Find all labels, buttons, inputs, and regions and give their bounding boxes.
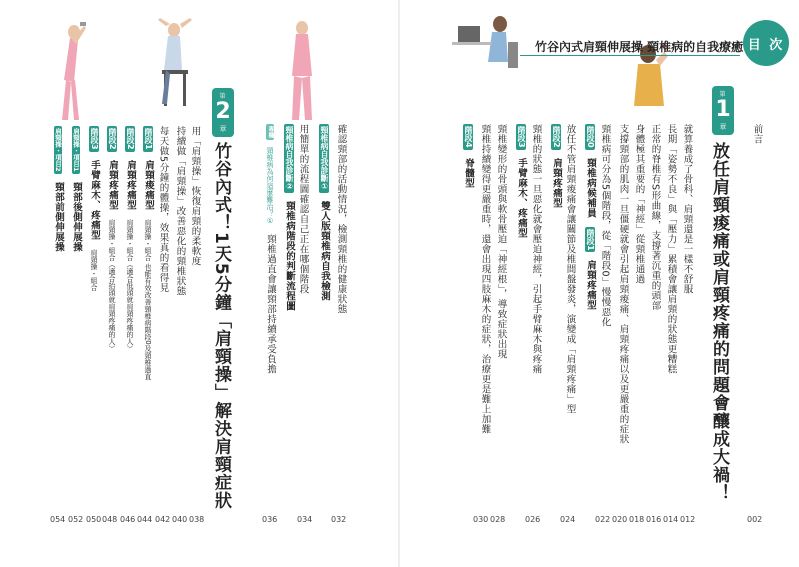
left-page: [0, 0, 399, 567]
toc-entry[interactable]: 用簡單的流程圖確認自己正在哪個階段: [297, 124, 309, 294]
page-number: 050: [86, 515, 102, 524]
toc-entry[interactable]: 頸椎病可分為5個階段，從「階段0」慢慢惡化: [599, 124, 611, 328]
page-number: 030: [473, 515, 489, 524]
page-number: 026: [525, 515, 541, 524]
stage-sub: 肩頸操・組合 也能有效改善頸椎病階段0及頸椎過直: [144, 218, 152, 380]
stage-tag: 階段0: [586, 126, 595, 148]
toc-entry[interactable]: [316, 124, 332, 334]
stretch-figure-looking-up: [280, 18, 324, 124]
toc-entry[interactable]: 頸椎的狀態一旦惡化就會壓迫神經，引起手臂麻木與疼痛: [530, 124, 542, 374]
toc-entry-stage[interactable]: [86, 126, 102, 291]
toc-entry[interactable]: 長期「姿勢不良」與「壓力」累積會讓肩頸的狀態更糟糕: [665, 124, 677, 374]
page-number: 014: [663, 515, 679, 524]
toc-entry[interactable]: 用「肩頸操」恢復肩頸的柔軟度: [189, 126, 201, 266]
page-number: 046: [120, 515, 136, 524]
stage-name: 肩頸疼痛型: [125, 159, 136, 210]
page-number: 040: [172, 515, 188, 524]
stage-tag: 階段1: [144, 128, 153, 150]
stage-tag: 階段4: [464, 126, 473, 148]
toc-entry[interactable]: 就算養成了骨科、肩頸還是一樣不舒服: [681, 124, 693, 294]
stage-sub: 肩頸操・組合（適合低頭就肩頸疼痛的人）: [126, 218, 134, 352]
right-page: [400, 0, 799, 567]
page-number: 048: [102, 515, 118, 524]
toc-entry[interactable]: 每天做5分鐘的體操，效果真的看得見: [157, 126, 169, 293]
toc-entry-stage[interactable]: [50, 126, 66, 252]
chapter-2-title[interactable]: 竹谷內式！1天5分鐘「肩頸操」解決肩頸症狀: [211, 142, 231, 510]
page-number: 038: [189, 515, 205, 524]
page-number: 054: [50, 515, 66, 524]
toc-entry[interactable]: 正常的脊椎有S形曲線，支撐著沉重的頭部: [649, 124, 661, 311]
page-number: 002: [747, 515, 763, 524]
page-number: 022: [595, 515, 611, 524]
desk-worker-illustration: [448, 12, 528, 72]
toc-entry-column[interactable]: [262, 124, 278, 374]
stage-name: 肩頸疼痛型: [551, 157, 562, 208]
stage-tag: 階段2: [108, 128, 117, 150]
stage-sub: 肩頸操・組合（適合抬頭就肩頸疼痛的人）: [108, 218, 116, 352]
stage-tag: 肩頸操・項目1: [72, 128, 80, 172]
stage-tag: 階段3: [517, 126, 526, 148]
header-rule: [520, 55, 740, 56]
stage-tag: 頸椎病自我診斷②: [285, 126, 294, 191]
page-number: 020: [612, 515, 628, 524]
stage-tag: 階段2: [552, 126, 561, 148]
stage-tag: 頸椎病自我診斷①: [320, 126, 329, 191]
page-number: 028: [490, 515, 506, 524]
toc-entry-title: 雙人版頸椎病自我檢測: [319, 201, 330, 302]
toc-entry-stage[interactable]: [460, 124, 476, 188]
stage-name: 手臂麻木、疼痛型: [89, 159, 100, 240]
column-note: 頸椎病為何這麼難治？①: [266, 147, 274, 226]
page-number: 042: [155, 515, 171, 524]
stage-name: 肩頸疼痛型: [585, 260, 596, 311]
stage-name: 脊髓型: [463, 157, 474, 188]
toc-entry-stage[interactable]: [68, 126, 84, 252]
toc-entry[interactable]: 頸椎持續變得更嚴重時，還會出現四肢麻木的症狀，治療更是難上加難: [479, 124, 491, 434]
stage-tag: 階段2: [126, 128, 135, 150]
toc-entry-title: 頸椎過直會讓頸部持續承受負擔: [265, 234, 276, 375]
page-number: 034: [297, 515, 313, 524]
toc-entry-stage[interactable]: [513, 124, 529, 238]
stage-name: 頸部後側伸展操: [71, 181, 82, 252]
page-number: 016: [646, 515, 662, 524]
toc-entry-stage[interactable]: [140, 126, 156, 379]
page-number: 036: [262, 515, 278, 524]
stage-name: 手臂麻木、疼痛型: [516, 157, 527, 238]
toc-entry[interactable]: 放任不管肩頸痠痛會讓關節及椎間盤發炎，演變成「肩頸疼痛」型: [564, 124, 576, 414]
page-number: 018: [629, 515, 645, 524]
toc-entry-stage[interactable]: [582, 124, 598, 310]
page-number: 032: [331, 515, 347, 524]
page-number: 012: [680, 515, 696, 524]
stretch-figure-seated: [152, 18, 196, 110]
toc-entry-title: 頸椎病階段的判斷流程圖: [284, 201, 295, 312]
toc-badge: 目 次: [743, 20, 789, 66]
stage-name: 頸部前側伸展操: [53, 181, 64, 252]
stage-tag: 階段3: [90, 128, 99, 150]
toc-entry-stage[interactable]: [548, 124, 564, 208]
toc-entry[interactable]: 支撐頸部的肌肉一旦僵硬就會引起肩頸痠痛、肩頸疼痛以及更嚴重的症狀: [617, 124, 629, 444]
stage-name: 肩頸痠痛型: [143, 159, 154, 210]
toc-entry-stage[interactable]: [122, 126, 138, 352]
stage-tag: 階段1: [586, 228, 595, 251]
page-number: 024: [560, 515, 576, 524]
header-title: 竹谷內式肩頸伸展操 頸椎病的自我療癒: [535, 40, 744, 54]
stretch-figure-standing: [44, 20, 88, 126]
column-tag: 專欄: [267, 126, 274, 138]
toc-entry-stage[interactable]: [104, 126, 120, 352]
toc-entry[interactable]: 頸椎變形的骨頭與軟骨壓迫「神經根」，導致症狀出現: [495, 124, 507, 360]
chapter-1-badge: 第 1 章: [712, 86, 734, 135]
page-number: 052: [68, 515, 84, 524]
stage-name: 肩頸疼痛型: [107, 159, 118, 210]
toc-entry[interactable]: 身體極其重要的「神經」從頸椎通過: [633, 124, 645, 284]
toc-entry[interactable]: 確認頸部的活動情況，檢測頸椎的健康狀態: [335, 124, 347, 314]
preface-label[interactable]: 前言: [751, 124, 763, 144]
stage-name: 頸椎病候補員: [585, 157, 596, 218]
toc-entry[interactable]: [281, 124, 297, 334]
toc-entry[interactable]: 持續做「肩頸操」改善惡化的頸椎狀態: [174, 126, 186, 296]
page-number: 044: [137, 515, 153, 524]
chapter-2-badge: 第 2 章: [212, 88, 234, 137]
stage-sub: 肩頸操・組合: [90, 248, 98, 291]
stage-tag: 肩頸操・項目2: [54, 128, 62, 172]
chapter-1-title[interactable]: 放任肩頸痠痛或肩頸疼痛的問題會釀成大禍！: [709, 142, 729, 502]
